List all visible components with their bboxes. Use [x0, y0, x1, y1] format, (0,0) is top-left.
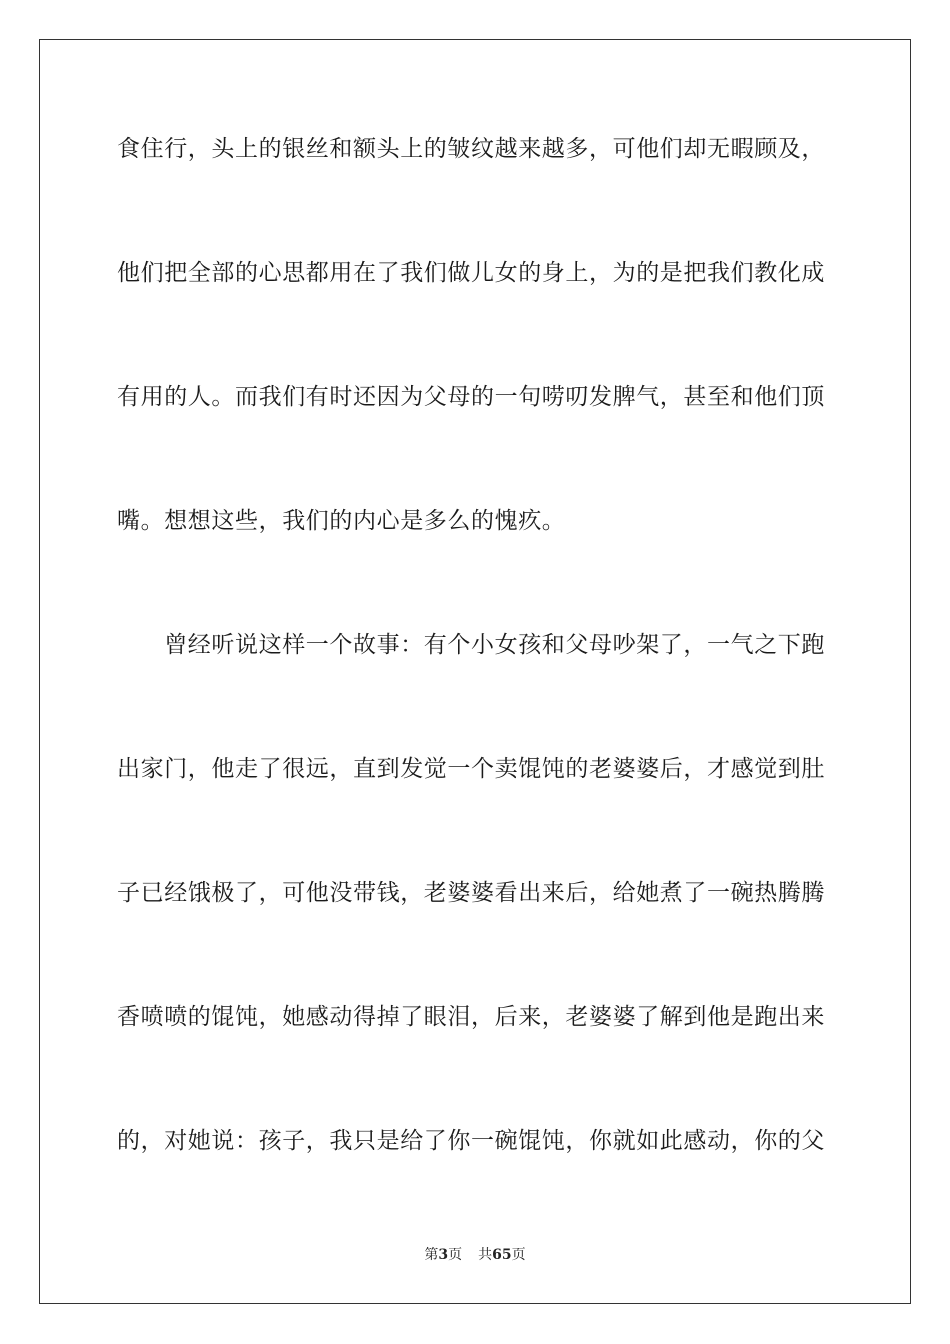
body-text-line: 他们把全部的心思都用在了我们做儿女的身上，为的是把我们教化成 — [117, 260, 825, 286]
page-suffix: 页 — [448, 1247, 463, 1263]
total-prefix: 共 — [478, 1247, 493, 1263]
body-text-line: 子已经饿极了，可他没带钱，老婆婆看出来后，给她煮了一碗热腾腾 — [117, 880, 825, 906]
page-prefix: 第 — [424, 1247, 439, 1263]
body-text-line: 食住行，头上的银丝和额头上的皱纹越来越多，可他们却无暇顾及， — [117, 136, 825, 162]
body-text-line: 出家门，他走了很远，直到发觉一个卖馄饨的老婆婆后，才感觉到肚 — [117, 756, 825, 782]
paragraph-start-line: 曾经听说这样一个故事：有个小女孩和父母吵架了，一气之下跑 — [117, 632, 825, 658]
page-border — [39, 39, 911, 1304]
page-number: 3 — [438, 1247, 449, 1263]
body-text-line: 香喷喷的馄饨，她感动得掉了眼泪，后来，老婆婆了解到他是跑出来 — [117, 1004, 825, 1030]
total-suffix: 页 — [511, 1247, 526, 1263]
body-text-line: 嘴。想想这些，我们的内心是多么的愧疚。 — [117, 508, 566, 534]
total-pages: 65 — [492, 1247, 512, 1263]
body-text-line: 有用的人。而我们有时还因为父母的一句唠叨发脾气，甚至和他们顶 — [117, 384, 825, 410]
page-footer — [0, 1246, 950, 1264]
body-text-line: 的，对她说：孩子，我只是给了你一碗馄饨，你就如此感动，你的父 — [117, 1128, 825, 1154]
